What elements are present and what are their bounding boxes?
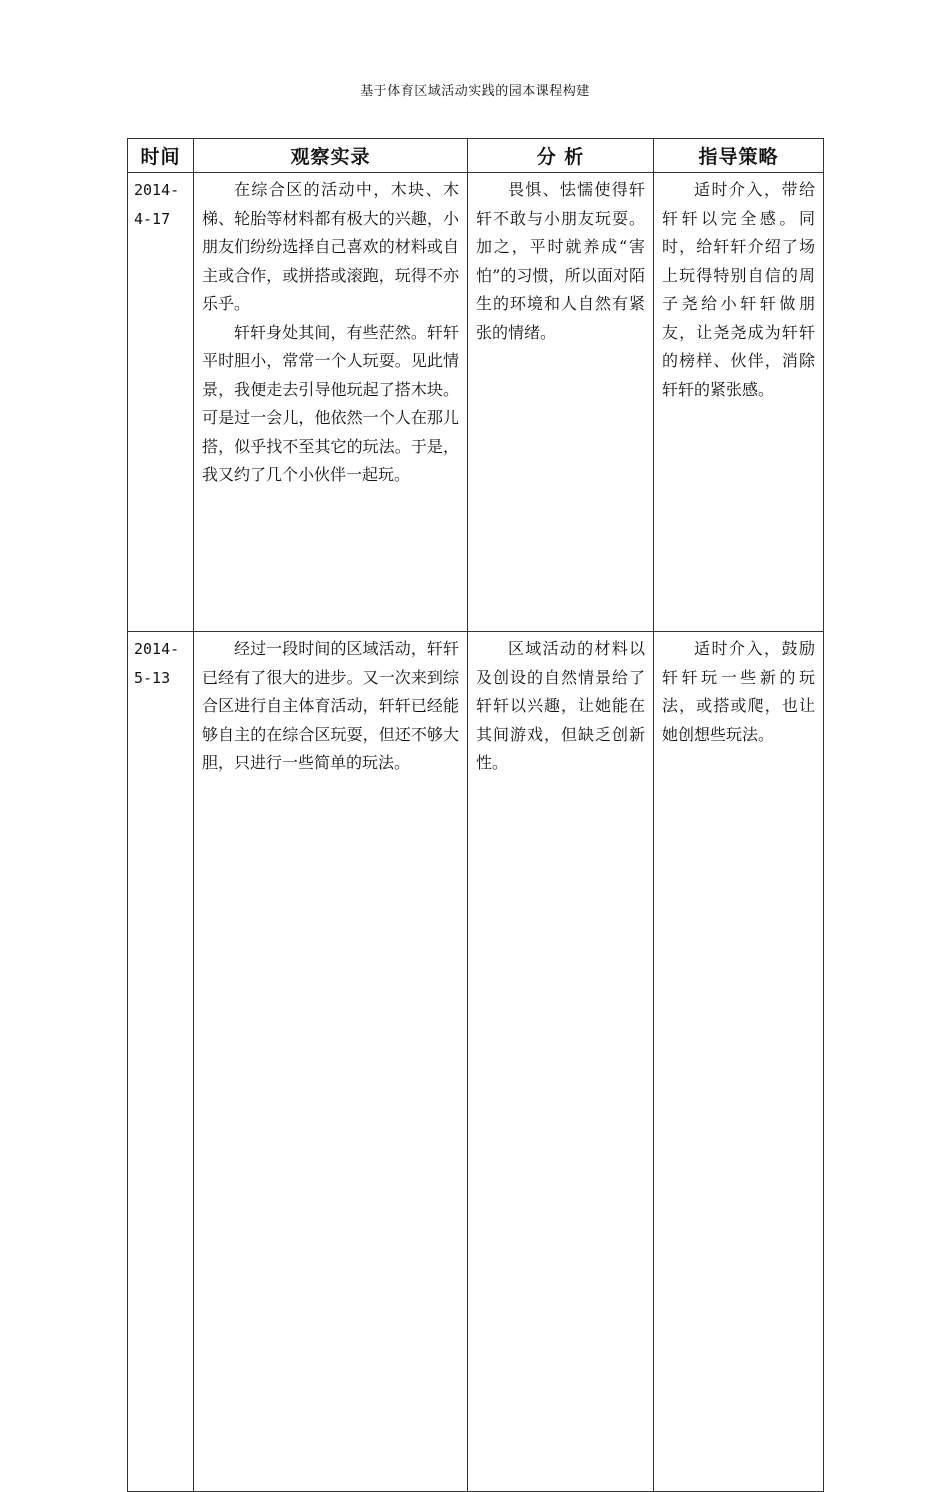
date-text: 2014- 5-13 <box>134 640 180 687</box>
strategy-text: 适时介入，鼓励轩轩玩一些新的玩法，或搭或爬，也让她创想些玩法。 <box>662 639 815 744</box>
table-row <box>128 632 824 1492</box>
observation-record-table <box>127 138 824 1492</box>
page-header: 基于体育区域活动实践的园本课程构建 <box>360 84 590 99</box>
observation-paragraph: 在综合区的活动中，木块、木梯、轮胎等材料都有极大的兴趣，小朋友们纷纷选择自己喜欢的材料或自主或合作，或拼搭或滚跑，玩得不亦乐乎。 <box>202 180 459 313</box>
strategy-cell <box>654 173 824 632</box>
analysis-cell <box>468 173 654 632</box>
column-header-time: 时间 <box>128 139 194 173</box>
observation-paragraph: 轩轩身处其间，有些茫然。轩轩平时胆小，常常一个人玩耍。见此情景，我便走去引导他玩起了搭木块。可是过一会儿，他依然一个人在那儿搭，似乎找不至其它的玩法。于是，我又约了几个小伙伴一起玩。 <box>202 322 459 484</box>
strategy-cell <box>654 632 824 1492</box>
analysis-text: 区域活动的材料以及创设的自然情景给了轩轩以兴趣，让她能在其间游戏，但缺乏创新性。 <box>476 639 645 772</box>
date-cell <box>128 632 194 1492</box>
column-header-strategy: 指导策略 <box>654 139 824 173</box>
analysis-cell <box>468 632 654 1492</box>
date-text: 2014- 4-17 <box>134 181 180 228</box>
observation-paragraph: 经过一段时间的区域活动，轩轩已经有了很大的进步。又一次来到综合区进行自主体育活动，轩轩已经能够自主的在综合区玩耍，但还不够大胆，只进行一些简单的玩法。 <box>202 639 459 772</box>
column-header-observation: 观察实录 <box>194 139 468 173</box>
table-header-row <box>128 139 824 173</box>
observation-cell <box>194 632 468 1492</box>
date-cell <box>128 173 194 632</box>
strategy-text: 适时介入，带给轩轩以完全感。同时，给轩轩介绍了场上玩得特别自信的周子尧给小轩轩做朋友，让尧尧成为轩轩的榜样、伙伴，消除轩轩的紧张感。 <box>662 180 815 399</box>
table-row <box>128 173 824 632</box>
column-header-analysis: 分 析 <box>468 139 654 173</box>
observation-cell <box>194 173 468 632</box>
analysis-text: 畏惧、怯懦使得轩轩不敢与小朋友玩耍。加之，平时就养成“害怕”的习惯，所以面对陌生的环境和人自然有紧张的情绪。 <box>476 180 645 342</box>
